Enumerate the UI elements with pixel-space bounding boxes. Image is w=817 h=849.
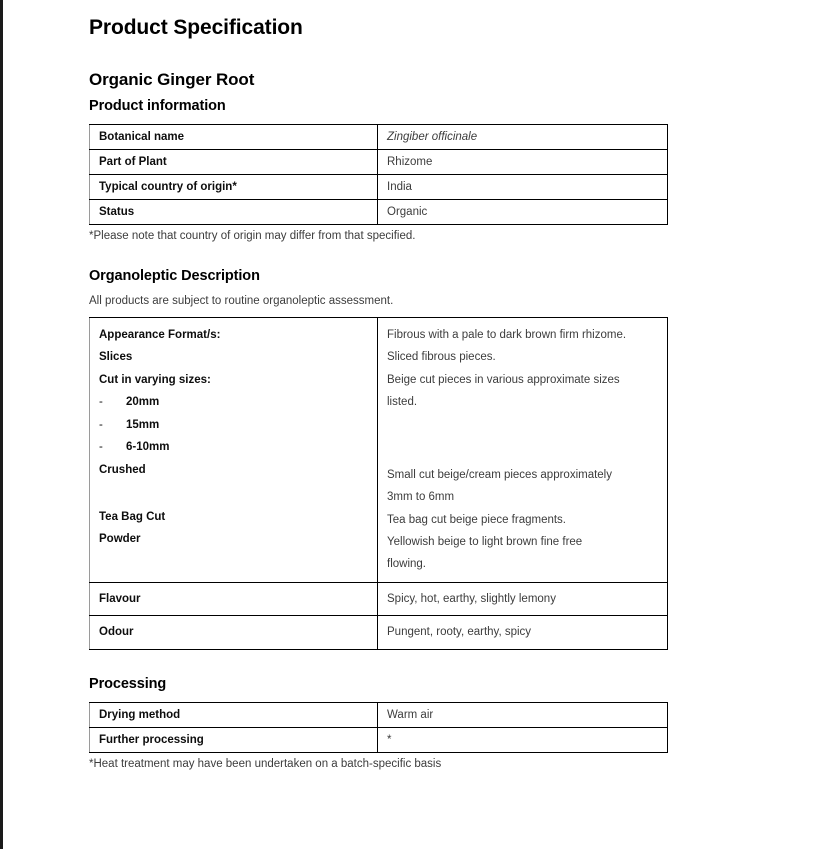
table-row — [90, 150, 668, 175]
appearance-desc-line: 3mm to 6mm — [387, 491, 455, 504]
size-item — [99, 414, 369, 436]
table-row — [90, 200, 668, 225]
product-name-heading: Organic Ginger Root — [89, 70, 255, 89]
product-information-heading: Product information — [89, 98, 226, 114]
row-label: Typical country of origin* — [90, 175, 378, 200]
page-title: Product Specification — [89, 16, 303, 39]
dash-bullet: - — [99, 441, 103, 454]
spacer-line — [387, 414, 659, 439]
size-item — [99, 436, 369, 458]
product-information-table — [89, 124, 668, 225]
appearance-desc-line: listed. — [387, 396, 418, 409]
dash-bullet: - — [99, 396, 103, 409]
processing-table — [89, 702, 668, 753]
dash-bullet: - — [99, 418, 103, 431]
row-value: Rhizome — [378, 150, 668, 175]
appearance-desc-line: Beige cut pieces in various approximate sizes — [387, 373, 620, 386]
document-page — [89, 0, 779, 849]
row-value: * — [378, 727, 668, 752]
appearance-desc-line: Fibrous with a pale to dark brown firm rhizome. — [387, 329, 627, 342]
organoleptic-table — [89, 317, 668, 650]
size-label: 6-10mm — [126, 441, 170, 454]
table-row — [90, 727, 668, 752]
row-value: Warm air — [378, 702, 668, 727]
row-value: Pungent, rooty, earthy, spicy — [378, 616, 668, 649]
appearance-row — [90, 318, 668, 583]
row-label: Drying method — [90, 702, 378, 727]
row-value: India — [378, 175, 668, 200]
row-value: Spicy, hot, earthy, slightly lemony — [378, 582, 668, 615]
row-label: Status — [90, 200, 378, 225]
size-item — [99, 391, 369, 413]
table-row — [90, 702, 668, 727]
appearance-crushed: Crushed — [99, 463, 146, 476]
row-label: Flavour — [90, 582, 378, 615]
table-row — [90, 125, 668, 150]
appearance-left-cell — [90, 318, 378, 583]
table-row — [90, 616, 668, 649]
botanical-name-value: Zingiber officinale — [387, 131, 478, 143]
appearance-title: Appearance Format/s: — [99, 329, 221, 342]
table-row — [90, 175, 668, 200]
row-label: Part of Plant — [90, 150, 378, 175]
appearance-cut-title: Cut in varying sizes: — [99, 373, 211, 386]
organoleptic-intro: All products are subject to routine organoleptic assessment. — [89, 295, 394, 308]
page-left-edge-bar — [0, 0, 3, 849]
processing-footnote: *Heat treatment may have been undertaken on a batch-specific basis — [89, 757, 442, 770]
appearance-desc-line: Tea bag cut beige piece fragments. — [387, 513, 567, 526]
appearance-desc-line: Sliced fibrous pieces. — [387, 351, 496, 364]
row-value — [378, 125, 668, 150]
spacer-line — [387, 439, 659, 464]
appearance-slices: Slices — [99, 351, 133, 364]
product-information-footnote: *Please note that country of origin may differ from that specified. — [89, 230, 416, 243]
row-label: Botanical name — [90, 125, 378, 150]
row-value: Organic — [378, 200, 668, 225]
row-label: Further processing — [90, 727, 378, 752]
appearance-desc-line: flowing. — [387, 558, 426, 571]
size-label: 15mm — [126, 418, 160, 431]
appearance-powder: Powder — [99, 533, 141, 546]
appearance-desc-line: Small cut beige/cream pieces approximately — [387, 468, 612, 481]
spacer-line — [99, 481, 369, 506]
row-label: Odour — [90, 616, 378, 649]
organoleptic-heading: Organoleptic Description — [89, 268, 260, 285]
processing-heading: Processing — [89, 675, 167, 692]
appearance-tea-bag-cut: Tea Bag Cut — [99, 511, 166, 524]
appearance-desc-line: Yellowish beige to light brown fine free — [387, 536, 583, 549]
size-label: 20mm — [126, 396, 160, 409]
appearance-right-cell — [378, 318, 668, 583]
table-row — [90, 582, 668, 615]
